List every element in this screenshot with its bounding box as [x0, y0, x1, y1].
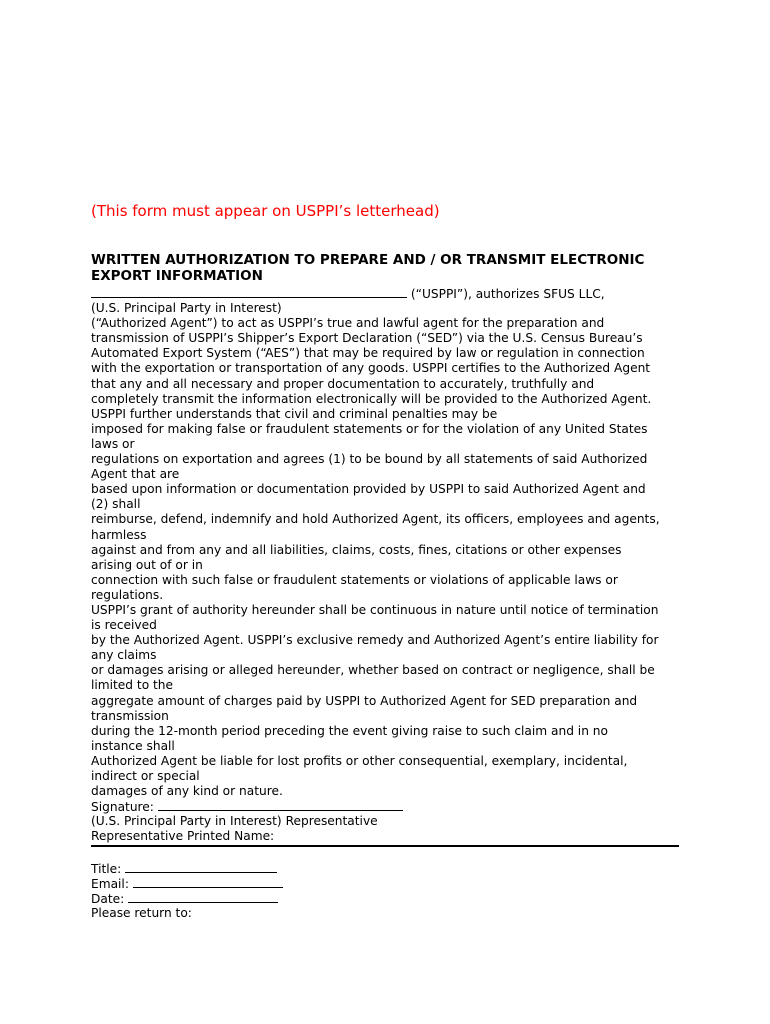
- authorization-body: [91, 286, 691, 844]
- body-text-line: Agent that are: [91, 467, 180, 482]
- body-text-line: transmission: [91, 708, 169, 723]
- title-field-line: [91, 861, 691, 876]
- body-text-line: aggregate amount of charges paid by USPPI to Authorized Agent for SED preparation and: [91, 693, 638, 708]
- email-field-blank[interactable]: [133, 876, 283, 888]
- printed-name-label: Representative Printed Name:: [91, 829, 275, 844]
- body-text-line: completely transmit the information electronically will be provided to the Authorized Agent.: [91, 391, 652, 406]
- body-text-line: imposed for making false or fraudulent statements or for the violation of any United States: [91, 421, 648, 436]
- body-text-line: transmission of USPPI’s Shipper’s Export Declaration (“SED”) via the U.S. Census Bureau’s: [91, 331, 643, 346]
- usppi-name-line: [91, 286, 691, 301]
- email-field-line: [91, 876, 691, 891]
- signature-label: Signature:: [91, 800, 158, 815]
- date-field-line: [91, 891, 691, 906]
- body-text-line: indirect or special: [91, 769, 200, 783]
- email-field-label: Email:: [91, 877, 133, 892]
- body-text-line: regulations.: [91, 587, 164, 602]
- document-title: [91, 252, 691, 284]
- date-field-label: Date:: [91, 892, 129, 907]
- body-text-line: (2) shall: [91, 497, 141, 512]
- signature-blank[interactable]: [158, 799, 403, 811]
- body-text-line: during the 12-month period preceding the event giving raise to such claim and in no: [91, 723, 608, 738]
- body-text-line: limited to the: [91, 678, 174, 693]
- body-text-line: Authorized Agent be liable for lost profits or other consequential, exemplary, incidental,: [91, 753, 628, 768]
- body-text-line: connection with such false or fraudulent statements or violations of applicable laws or: [91, 572, 618, 587]
- printed-name-rule[interactable]: [91, 845, 679, 847]
- letterhead-note: (This form must appear on USPPI’s letterhead): [91, 202, 440, 220]
- body-text-line: harmless: [91, 527, 147, 542]
- title-field-label: Title:: [91, 862, 126, 876]
- body-text-line: Automated Export System (“AES”) that may be required by law or regulation in connection: [91, 346, 645, 361]
- title-line-1: WRITTEN AUTHORIZATION TO PREPARE AND / OR TRANSMIT ELECTRONIC: [91, 252, 645, 268]
- usppi-authorizes-text: (“USPPI”), authorizes SFUS LLC,: [407, 287, 605, 301]
- body-text-line: arising out of or in: [91, 557, 203, 572]
- body-text-line: reimburse, defend, indemnify and hold Authorized Agent, its officers, employees and agents,: [91, 512, 660, 527]
- body-text-line: (U.S. Principal Party in Interest): [91, 301, 282, 316]
- body-text-line: against and from any and all liabilities, claims, costs, fines, citations or other expenses: [91, 542, 622, 557]
- body-text-line: USPPI further understands that civil and criminal penalties may be: [91, 406, 498, 421]
- return-address-label: Please return to:: [91, 906, 192, 921]
- title-field-blank[interactable]: [125, 861, 277, 873]
- body-text-line: instance shall: [91, 738, 175, 753]
- title-line-2: EXPORT INFORMATION: [91, 268, 263, 284]
- representative-line: (U.S. Principal Party in Interest) Representative: [91, 814, 378, 829]
- body-text-line: regulations on exportation and agrees (1) to be bound by all statements of said Authorized: [91, 452, 648, 467]
- body-text-line: USPPI’s grant of authority hereunder shall be continuous in nature until notice of termination: [91, 602, 659, 617]
- body-text-line: is received: [91, 618, 157, 633]
- body-text-line: by the Authorized Agent. USPPI’s exclusive remedy and Authorized Agent’s entire liability for: [91, 633, 659, 648]
- signature-line: [91, 799, 691, 814]
- date-field-blank[interactable]: [128, 891, 278, 903]
- usppi-name-blank[interactable]: [91, 286, 407, 298]
- body-text-line: based upon information or documentation provided by USPPI to said Authorized Agent and: [91, 482, 646, 497]
- body-text-line: damages of any kind or nature.: [91, 784, 283, 799]
- form-footer: [91, 861, 691, 921]
- body-text-line: with the exportation or transportation of any goods. USPPI certifies to the Authorized Agent: [91, 361, 651, 376]
- body-text-line: or damages arising or alleged hereunder, whether based on contract or negligence, shall be: [91, 663, 655, 678]
- body-text-line: (“Authorized Agent”) to act as USPPI’s true and lawful agent for the preparation and: [91, 316, 605, 331]
- body-text-line: any claims: [91, 648, 157, 663]
- body-text-line: laws or: [91, 436, 135, 451]
- body-text-line: that any and all necessary and proper documentation to accurately, truthfully and: [91, 376, 595, 391]
